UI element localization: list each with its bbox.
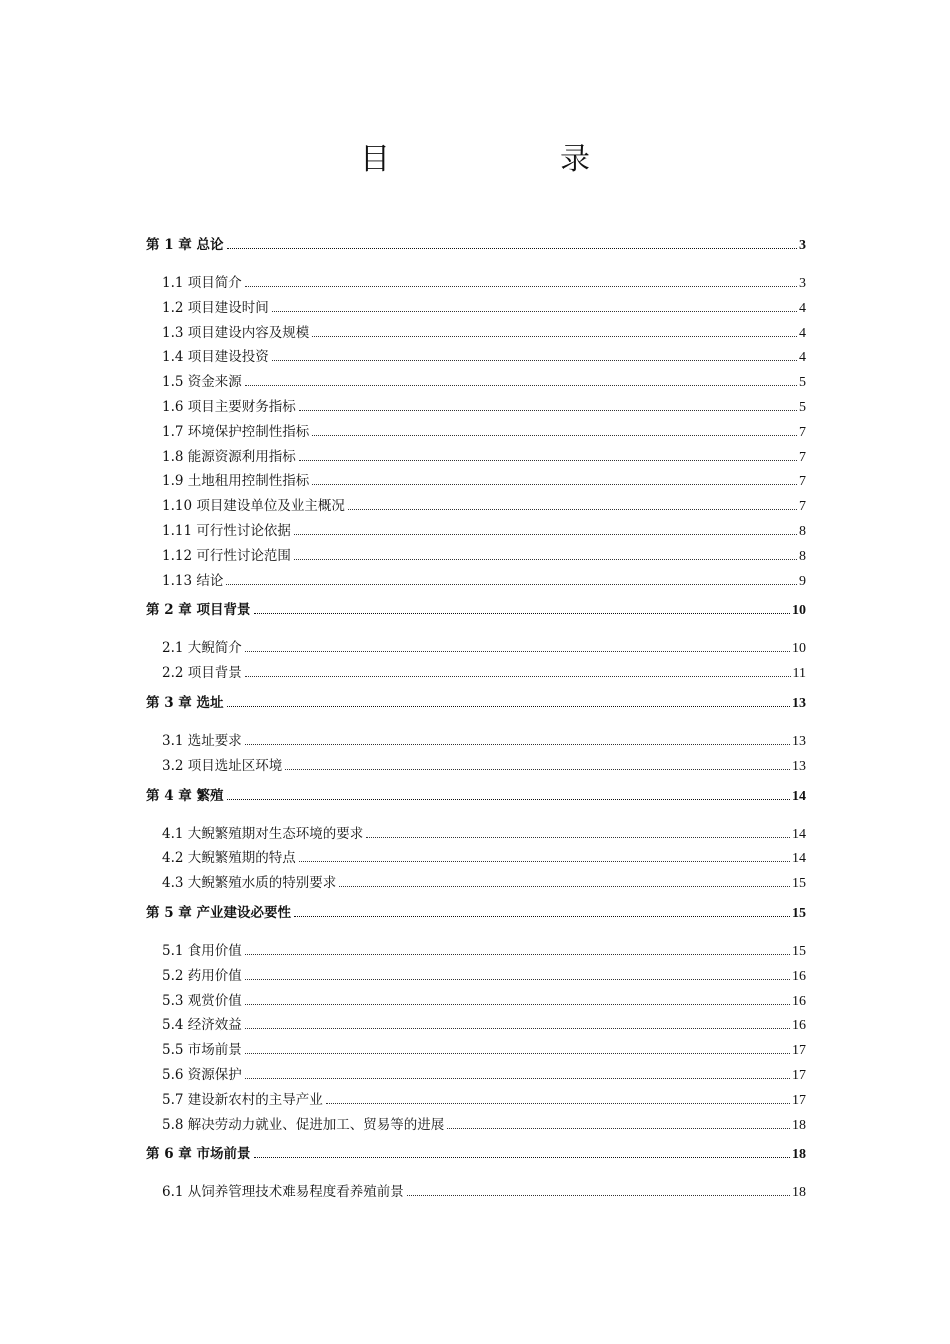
toc-page-number: 18: [792, 1147, 806, 1163]
leader-dots: [299, 409, 797, 411]
toc-section-label: 1.4 项目建设投资: [162, 349, 269, 366]
toc-section-label: 2.1 大鲵简介: [162, 640, 242, 657]
toc-page-number: 4: [799, 325, 806, 341]
leader-dots: [285, 768, 790, 770]
toc-chapter-label: 第 2 章 项目背景: [146, 602, 251, 619]
leader-dots: [227, 798, 791, 800]
table-of-contents: [146, 228, 806, 1205]
page-title: [0, 138, 950, 182]
leader-dots: [226, 583, 797, 585]
toc-chapter-label: 第 1 章 总论: [146, 237, 224, 253]
toc-section-label: 1.7 环境保护控制性指标: [162, 423, 310, 440]
leader-dots: [245, 384, 797, 386]
leader-dots: [245, 978, 790, 980]
leader-dots: [312, 335, 797, 337]
toc-page-number: 17: [792, 1092, 806, 1108]
toc-section-label: 4.1 大鲵繁殖期对生态环境的要求: [162, 825, 364, 842]
toc-section-label: 1.3 项目建设内容及规模: [162, 324, 310, 341]
spacer: [146, 930, 806, 939]
leader-dots: [294, 558, 797, 560]
leader-dots: [227, 247, 798, 249]
toc-chapter-label: 第 6 章 市场前景: [146, 1146, 251, 1163]
toc-section-label: 5.8 解决劳动力就业、促进加工、贸易等的进展: [162, 1116, 445, 1133]
toc-section-entry[interactable]: [146, 544, 806, 569]
toc-section-entry[interactable]: [146, 964, 806, 989]
toc-page-number: 18: [792, 1185, 806, 1201]
toc-chapter-label: 第 4 章 繁殖: [146, 787, 224, 804]
toc-section-label: 6.1 从饲养管理技术难易程度看养殖前景: [162, 1184, 404, 1201]
toc-section-entry[interactable]: [146, 871, 806, 896]
toc-section-label: 5.7 建设新农村的主导产业: [162, 1091, 323, 1108]
spacer: [146, 627, 806, 636]
title-char-left: 目: [360, 142, 390, 177]
toc-page-number: 13: [792, 695, 806, 711]
toc-page-number: 16: [792, 968, 806, 984]
spacer: [146, 262, 806, 271]
toc-section-label: 1.11 可行性讨论依据: [162, 522, 291, 539]
toc-page-number: 8: [799, 523, 806, 539]
toc-section-label: 5.2 药用价值: [162, 967, 242, 984]
toc-section-label: 4.2 大鲵繁殖期的特点: [162, 850, 296, 867]
toc-page-number: 5: [799, 375, 806, 391]
toc-section-entry[interactable]: [146, 939, 806, 964]
toc-section-label: 1.13 结论: [162, 572, 224, 589]
leader-dots: [245, 1027, 790, 1029]
toc-chapter-label: 第 3 章 选址: [146, 694, 224, 711]
toc-section-entry[interactable]: [146, 494, 806, 519]
toc-chapter-entry[interactable]: [146, 779, 806, 813]
leader-dots: [245, 1003, 790, 1005]
toc-section-entry[interactable]: [146, 729, 806, 754]
leader-dots: [312, 434, 797, 436]
toc-section-label: 1.1 项目简介: [162, 275, 242, 291]
toc-section-entry[interactable]: [146, 636, 806, 661]
leader-dots: [227, 705, 791, 707]
toc-section-entry[interactable]: [146, 754, 806, 779]
toc-page-number: 15: [792, 876, 806, 892]
toc-page-number: 7: [799, 499, 806, 515]
leader-dots: [272, 359, 797, 361]
leader-dots: [348, 508, 797, 510]
toc-page-number: 5: [799, 399, 806, 415]
toc-section-entry[interactable]: [146, 445, 806, 470]
toc-page-number: 7: [799, 424, 806, 440]
toc-section-entry[interactable]: [146, 1180, 806, 1205]
toc-page-number: 10: [792, 641, 806, 657]
toc-page-number: 16: [792, 1018, 806, 1034]
leader-dots: [272, 310, 797, 312]
leader-dots: [299, 860, 790, 862]
toc-page-number: 15: [792, 943, 806, 959]
leader-dots: [245, 953, 790, 955]
toc-section-label: 5.4 经济效益: [162, 1017, 242, 1034]
toc-section-entry[interactable]: [146, 661, 806, 686]
toc-page-number: 3: [799, 238, 806, 253]
toc-section-label: 1.12 可行性讨论范围: [162, 547, 291, 564]
toc-section-entry[interactable]: [146, 822, 806, 847]
toc-section-entry[interactable]: [146, 989, 806, 1014]
toc-section-entry[interactable]: [146, 296, 806, 321]
leader-dots: [299, 459, 797, 461]
toc-page-number: 17: [792, 1043, 806, 1059]
toc-section-entry[interactable]: [146, 1088, 806, 1113]
toc-section-entry[interactable]: [146, 846, 806, 871]
toc-section-entry[interactable]: [146, 271, 806, 296]
leader-dots: [254, 1156, 791, 1158]
title-char-right: 录: [560, 142, 590, 177]
toc-section-label: 1.9 土地租用控制性指标: [162, 473, 310, 490]
spacer: [146, 1171, 806, 1180]
toc-section-entry[interactable]: [146, 370, 806, 395]
toc-page-number: 16: [792, 993, 806, 1009]
toc-page-number: 3: [799, 276, 806, 291]
leader-dots: [245, 1052, 790, 1054]
toc-chapter-entry[interactable]: [146, 896, 806, 930]
toc-page-number: 4: [799, 300, 806, 316]
leader-dots: [407, 1194, 790, 1196]
leader-dots: [254, 612, 791, 614]
leader-dots: [245, 650, 790, 652]
toc-page-number: 9: [799, 573, 806, 589]
leader-dots: [326, 1102, 790, 1104]
leader-dots: [447, 1127, 790, 1129]
toc-section-entry[interactable]: [146, 1063, 806, 1088]
spacer: [146, 813, 806, 822]
toc-page-number: 14: [792, 826, 806, 842]
leader-dots: [245, 675, 791, 677]
toc-section-label: 5.3 观赏价值: [162, 992, 242, 1009]
toc-section-label: 1.8 能源资源利用指标: [162, 448, 296, 465]
toc-section-label: 3.1 选址要求: [162, 732, 242, 749]
toc-page-number: 17: [792, 1067, 806, 1083]
toc-section-entry[interactable]: [146, 569, 806, 594]
toc-section-label: 1.5 资金来源: [162, 374, 242, 391]
leader-dots: [294, 915, 790, 917]
toc-page-number: 13: [792, 733, 806, 749]
toc-chapter-label: 第 5 章 产业建设必要性: [146, 904, 291, 921]
toc-section-label: 5.5 市场前景: [162, 1042, 242, 1059]
toc-section-entry[interactable]: [146, 1013, 806, 1038]
toc-page-number: 13: [792, 758, 806, 774]
toc-chapter-entry[interactable]: [146, 228, 806, 262]
toc-section-entry[interactable]: [146, 395, 806, 420]
leader-dots: [312, 483, 797, 485]
toc-section-entry[interactable]: [146, 321, 806, 346]
toc-page-number: 15: [792, 905, 806, 921]
toc-page-number: 18: [792, 1117, 806, 1133]
toc-section-label: 1.2 项目建设时间: [162, 299, 269, 316]
toc-section-entry[interactable]: [146, 519, 806, 544]
leader-dots: [366, 836, 790, 838]
toc-section-label: 1.10 项目建设单位及业主概况: [162, 498, 345, 515]
leader-dots: [294, 533, 797, 535]
toc-section-entry[interactable]: [146, 1113, 806, 1138]
toc-section-entry[interactable]: [146, 1038, 806, 1063]
toc-page-number: 11: [792, 666, 806, 682]
toc-section-entry[interactable]: [146, 345, 806, 370]
toc-page-number: 4: [799, 350, 806, 366]
toc-section-label: 1.6 项目主要财务指标: [162, 398, 296, 415]
toc-page-number: 8: [799, 548, 806, 564]
toc-page-number: 14: [792, 788, 806, 804]
toc-page-number: 7: [799, 449, 806, 465]
leader-dots: [339, 885, 790, 887]
leader-dots: [245, 1077, 790, 1079]
toc-section-entry[interactable]: [146, 420, 806, 445]
leader-dots: [245, 743, 790, 745]
toc-section-label: 5.6 资源保护: [162, 1066, 242, 1083]
toc-chapter-entry[interactable]: [146, 593, 806, 627]
spacer: [146, 720, 806, 729]
toc-page-number: 10: [792, 603, 806, 619]
toc-section-label: 5.1 食用价值: [162, 942, 242, 959]
toc-chapter-entry[interactable]: [146, 1137, 806, 1171]
leader-dots: [245, 285, 797, 287]
toc-chapter-entry[interactable]: [146, 686, 806, 720]
toc-section-entry[interactable]: [146, 469, 806, 494]
toc-section-label: 2.2 项目背景: [162, 665, 242, 682]
toc-page-number: 14: [792, 851, 806, 867]
toc-page-number: 7: [799, 474, 806, 490]
toc-section-label: 4.3 大鲵繁殖水质的特别要求: [162, 875, 337, 892]
toc-section-label: 3.2 项目选址区环境: [162, 757, 283, 774]
